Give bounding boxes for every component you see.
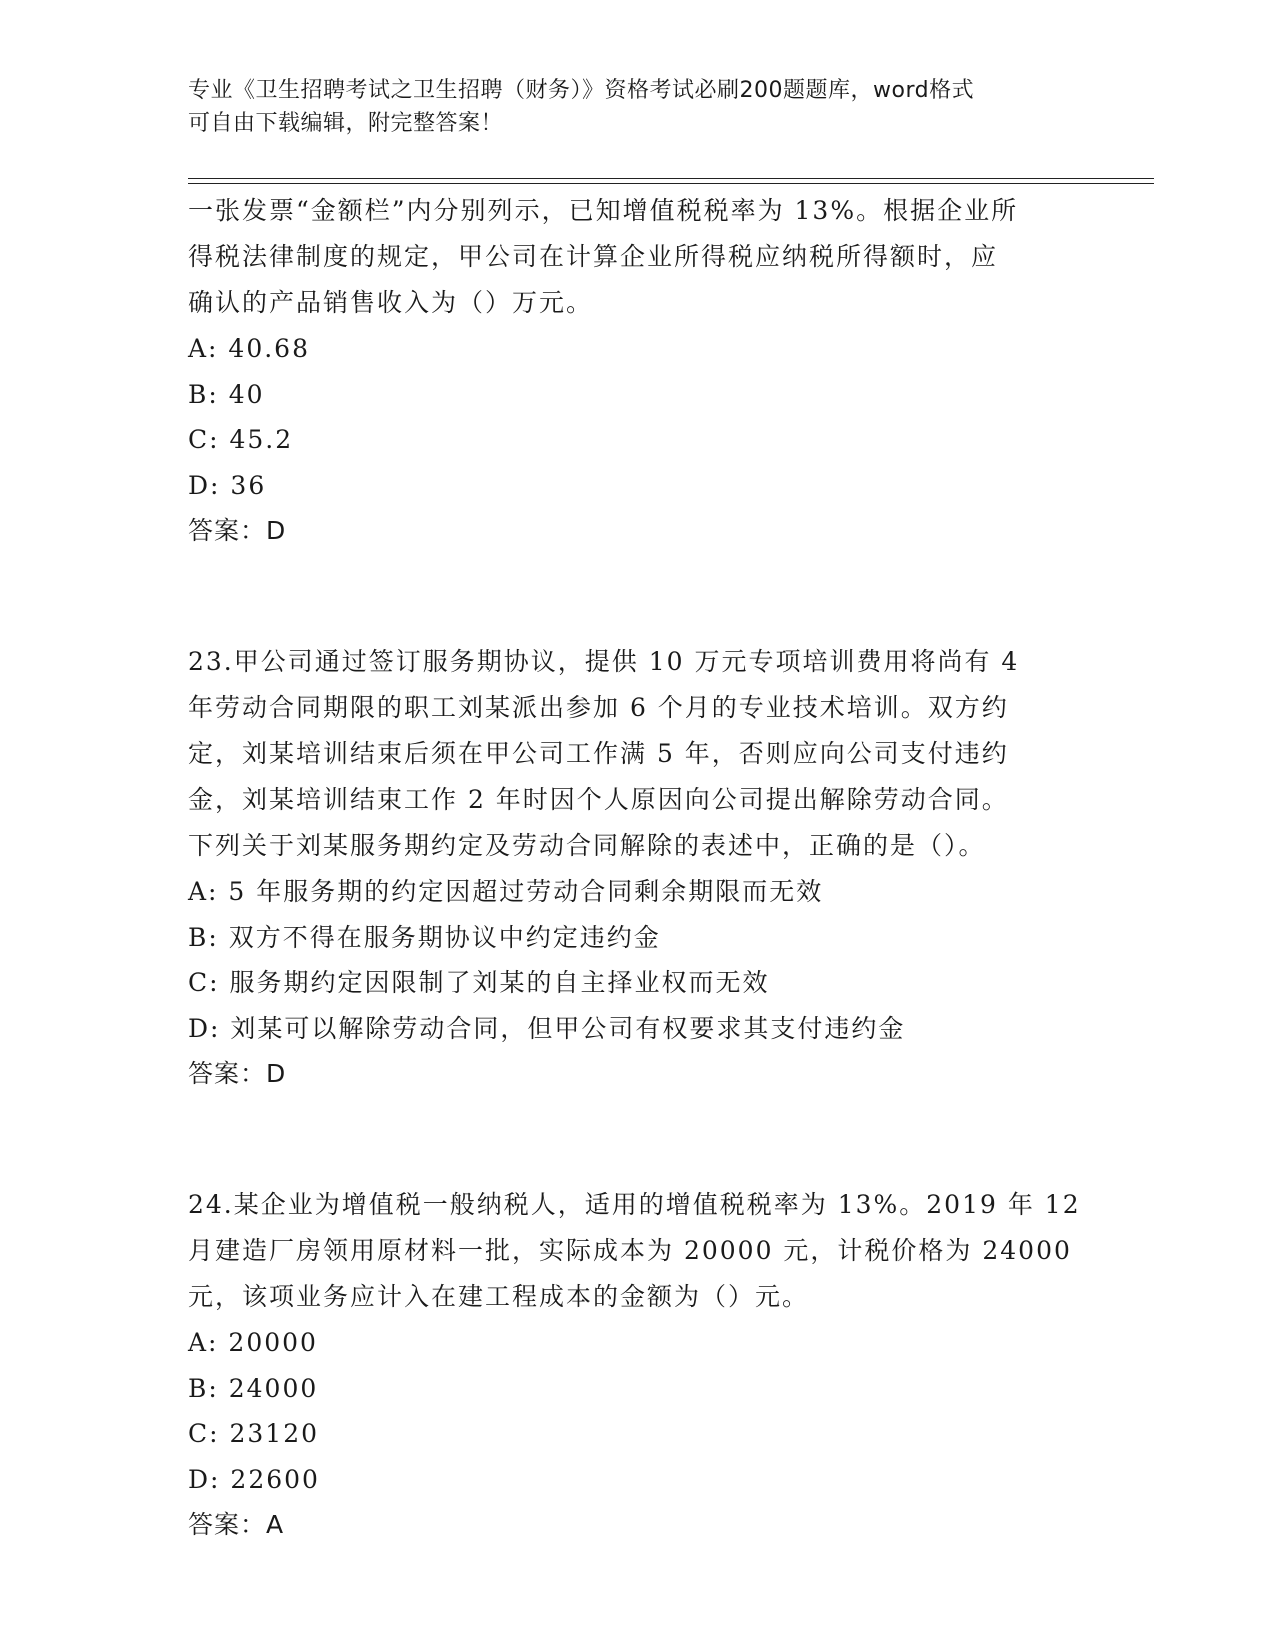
option-d: D: 22600 (188, 1464, 320, 1494)
option-c: C: 45.2 (188, 425, 294, 454)
question-block (188, 1182, 1088, 1548)
option-d: D: 刘某可以解除劳动合同，但甲公司有权要求其支付违约金 (188, 1013, 906, 1043)
question-line: 下列关于刘某服务期约定及劳动合同解除的表述中，正确的是（）。 (188, 831, 986, 860)
answer-label: 答案： (188, 1059, 267, 1088)
question-list (188, 188, 1088, 1548)
option-a: A: 20000 (188, 1328, 318, 1357)
document-header (188, 74, 1068, 140)
header-line-1: 专业《卫生招聘考试之卫生招聘（财务）》资格考试必刷200题题库，word格式 (188, 78, 975, 103)
question-text (188, 188, 1088, 326)
question-text (188, 1182, 1088, 1320)
answer-line (188, 1051, 1088, 1097)
question-spacer (188, 1097, 1088, 1182)
question-block (188, 639, 1088, 1097)
question-line: 确认的产品销售收入为（）万元。 (188, 288, 594, 317)
option-a: A: 40.68 (188, 334, 310, 363)
question-text (188, 639, 1088, 869)
question-line: 23.甲公司通过签订服务期协议，提供 10 万元专项培训费用将尚有 4 (188, 647, 1020, 676)
answer-label: 答案： (188, 1510, 267, 1539)
answer-label: 答案： (188, 516, 267, 545)
option-b: B: 双方不得在服务期协议中约定违约金 (188, 922, 661, 952)
question-line: 年劳动合同期限的职工刘某派出参加 6 个月的专业技术培训。双方约 (188, 693, 1009, 722)
answer-value: D (266, 516, 287, 545)
option-d: D: 36 (188, 470, 267, 500)
question-line: 24.某企业为增值税一般纳税人，适用的增值税税率为 13%。2019 年 12 (188, 1190, 1081, 1219)
option-b: B: 40 (188, 379, 265, 409)
question-line: 一张发票“金额栏”内分别列示，已知增值税税率为 13%。根据企业所 (188, 196, 1019, 225)
answer-line (188, 1502, 1088, 1548)
answer-value: D (266, 1059, 287, 1088)
header-divider-top (188, 178, 1154, 179)
question-line: 月建造厂房领用原材料一批，实际成本为 20000 元，计税价格为 24000 (188, 1236, 1072, 1265)
question-line: 元，该项业务应计入在建工程成本的金额为（）元。 (188, 1282, 810, 1311)
header-divider-bottom (188, 183, 1154, 184)
question-line: 得税法律制度的规定，甲公司在计算企业所得税应纳税所得额时，应 (188, 242, 999, 271)
question-spacer (188, 554, 1088, 639)
header-line-2: 可自由下载编辑，附完整答案！ (188, 111, 504, 136)
answer-line (188, 508, 1088, 554)
answer-value: A (266, 1510, 285, 1539)
question-line: 金，刘某培训结束工作 2 年时因个人原因向公司提出解除劳动合同。 (188, 785, 1009, 814)
option-a: A: 5 年服务期的约定因超过劳动合同剩余期限而无效 (188, 877, 824, 906)
option-b: B: 24000 (188, 1373, 319, 1403)
option-c: C: 23120 (188, 1419, 320, 1448)
question-line: 定，刘某培训结束后须在甲公司工作满 5 年，否则应向公司支付违约 (188, 739, 1009, 768)
option-c: C: 服务期约定因限制了刘某的自主择业权而无效 (188, 968, 770, 997)
question-block (188, 188, 1088, 554)
